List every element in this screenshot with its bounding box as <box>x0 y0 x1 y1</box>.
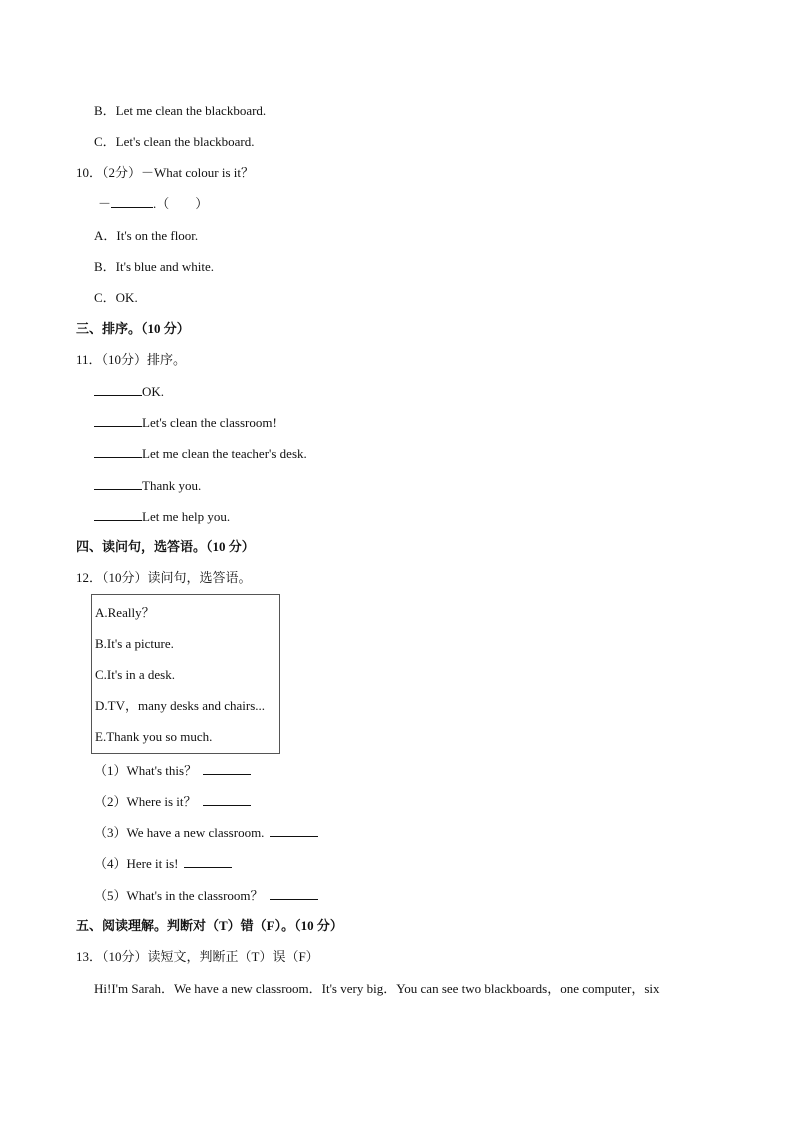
q12-answer-blank[interactable] <box>270 888 318 900</box>
answer-option: E.Thank you so much. <box>95 729 213 744</box>
q10-option-c: C．OK. <box>94 290 138 305</box>
q12-question-text: （5）What's in the classroom？ <box>94 888 264 903</box>
q12-stem: 12．（10分）读问句，选答语。 <box>76 570 252 585</box>
q9-option-c: C．Let's clean the blackboard. <box>94 134 255 149</box>
q10-option-a: A．It's on the floor. <box>94 228 199 243</box>
q11-blank[interactable] <box>94 446 142 458</box>
q11-item <box>94 478 201 494</box>
q11-item <box>94 384 164 400</box>
q11-stem: 11．（10分）排序。 <box>76 352 187 367</box>
reading-passage: Hi!I'm Sarah．We have a new classroom．It's very big．You can see two blackboards，one computer，six <box>94 981 660 996</box>
q12-question-text: （3）We have a new classroom. <box>94 825 265 840</box>
q12-question <box>94 888 318 904</box>
q11-item <box>94 509 230 525</box>
q11-blank[interactable] <box>94 509 142 521</box>
q12-question <box>94 763 251 779</box>
answer-option: A.Really？ <box>95 605 155 620</box>
q10-answer-suffix: .（ ） <box>153 196 209 211</box>
answer-option: D.TV，many desks and chairs... <box>95 698 266 713</box>
q11-item-text: Let me clean the teacher's desk. <box>142 446 307 461</box>
q11-item <box>94 415 277 431</box>
section-3-heading: 三、排序。（10 分） <box>76 321 190 336</box>
q10-option-b: B．It's blue and white. <box>94 259 215 274</box>
q12-question <box>94 825 318 841</box>
q10-answer-prefix: － <box>98 196 112 211</box>
q10-answer-line <box>98 196 208 212</box>
q11-blank[interactable] <box>94 384 142 396</box>
q10-answer-blank[interactable] <box>111 196 153 208</box>
answer-option: C.It's in a desk. <box>95 667 175 682</box>
q12-question <box>94 856 232 872</box>
q11-blank[interactable] <box>94 478 142 490</box>
q12-question-text: （2）Where is it？ <box>94 794 197 809</box>
q12-answer-blank[interactable] <box>203 763 251 775</box>
answer-option: B.It's a picture. <box>95 636 174 651</box>
q13-stem: 13．（10分）读短文，判断正（T）误（F） <box>76 949 319 964</box>
q12-answer-blank[interactable] <box>184 856 232 868</box>
q11-item-text: Let me help you. <box>142 509 231 524</box>
section-4-heading: 四、读问句，选答语。（10 分） <box>76 539 255 554</box>
q12-question-text: （4）Here it is! <box>94 856 179 871</box>
q12-answer-blank[interactable] <box>270 825 318 837</box>
q10-stem: 10．（2分）－What colour is it？ <box>76 165 255 180</box>
q12-answer-blank[interactable] <box>203 794 251 806</box>
q11-item <box>94 446 307 462</box>
q11-blank[interactable] <box>94 415 142 427</box>
q11-item-text: Let's clean the classroom! <box>142 415 277 430</box>
q12-question-text: （1）What's this？ <box>94 763 198 778</box>
section-5-heading: 五、阅读理解。判断对（T）错（F）。（10 分） <box>76 918 343 933</box>
q11-item-text: OK. <box>142 384 165 399</box>
q9-option-b: B．Let me clean the blackboard. <box>94 103 267 118</box>
q12-question <box>94 794 251 810</box>
q11-item-text: Thank you. <box>142 478 202 493</box>
answer-options-box <box>91 594 280 754</box>
